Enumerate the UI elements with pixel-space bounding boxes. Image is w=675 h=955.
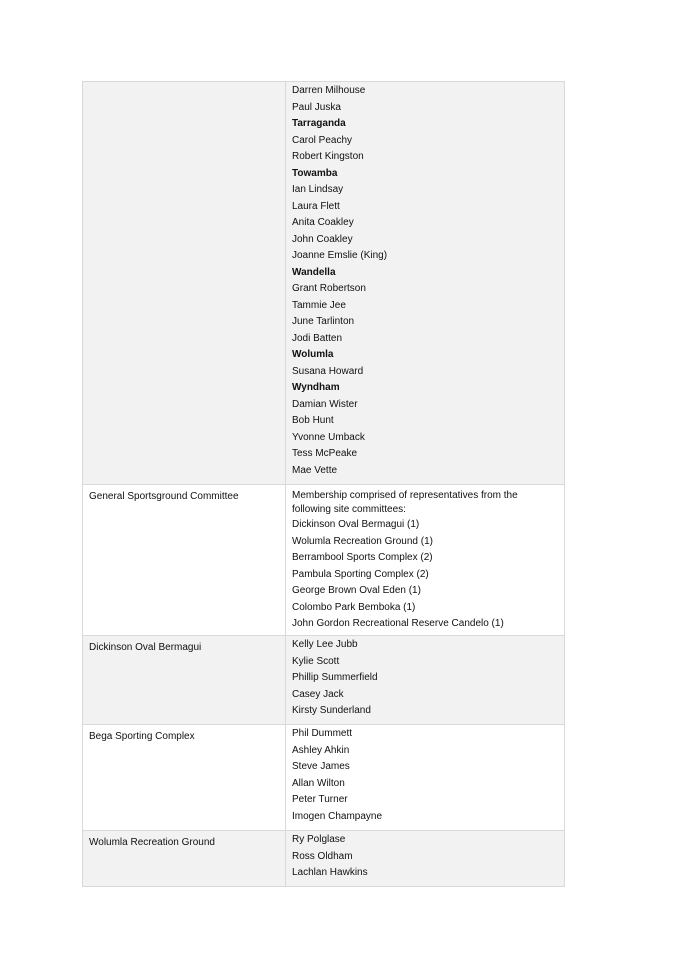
member-name: Ross Oldham: [292, 850, 353, 862]
site-committee-entry: Pambula Sporting Complex (2): [292, 568, 429, 580]
table-row: [83, 636, 565, 725]
member-name: Peter Turner: [292, 794, 348, 805]
member-name: Darren Milhouse: [292, 85, 366, 96]
site-committee-entry: George Brown Oval Eden (1): [292, 585, 421, 596]
member-name: Ashley Ahkin: [292, 744, 350, 756]
member-name: John Coakley: [292, 233, 353, 245]
member-name: Yvonne Umback: [292, 431, 365, 443]
member-name: Ry Polglase: [292, 834, 346, 845]
member-name: Allan Wilton: [292, 777, 345, 789]
member-name: Tammie Jee: [292, 299, 346, 311]
site-committee-entry: Berrambool Sports Complex (2): [292, 552, 433, 563]
locality-heading: Tarraganda: [292, 118, 346, 129]
site-committee-entry: Wolumla Recreation Ground (1): [292, 535, 433, 547]
member-name: Steve James: [292, 761, 350, 772]
member-name: Mae Vette: [292, 464, 338, 476]
member-name: Jodi Batten: [292, 332, 343, 344]
members-cell: [286, 82, 565, 485]
member-name: Laura Flett: [292, 200, 340, 212]
member-name: Anita Coakley: [292, 217, 354, 228]
committee-name-cell: [83, 82, 286, 485]
member-name: Joanne Emslie (King): [292, 250, 388, 261]
table-row: [83, 831, 565, 887]
table-row: [83, 82, 565, 485]
committee-name-cell: General Sportsground Committee: [83, 485, 286, 636]
members-cell: [286, 831, 565, 887]
locality-heading: Wolumla: [292, 349, 334, 360]
member-name: Damian Wister: [292, 398, 358, 410]
members-cell: [286, 485, 565, 636]
member-name: Kirsty Sunderland: [292, 705, 371, 716]
table-body: [83, 82, 565, 887]
member-name: June Tarlinton: [292, 316, 355, 327]
committee-members-table: [82, 81, 565, 887]
member-name: Kelly Lee Jubb: [292, 639, 358, 650]
member-name: Phillip Summerfield: [292, 672, 378, 683]
member-name: Susana Howard: [292, 365, 364, 377]
member-name: Kylie Scott: [292, 655, 340, 667]
members-cell: [286, 725, 565, 831]
committee-name-cell: Dickinson Oval Bermagui: [83, 636, 286, 725]
member-name: Imogen Champayne: [292, 810, 383, 822]
member-name: Grant Robertson: [292, 283, 366, 294]
member-name: Carol Peachy: [292, 134, 353, 146]
membership-description: Membership comprised of representatives from the following site committees:: [292, 490, 518, 515]
locality-heading: Towamba: [292, 167, 338, 179]
member-name: Paul Juska: [292, 101, 341, 113]
locality-heading: Wandella: [292, 266, 336, 278]
member-name: Phil Dummett: [292, 728, 353, 739]
committee-name-cell: Bega Sporting Complex: [83, 725, 286, 831]
table-row: [83, 485, 565, 636]
member-name: Tess McPeake: [292, 448, 358, 459]
site-committee-entry: Colombo Park Bemboka (1): [292, 601, 416, 613]
member-name: Lachlan Hawkins: [292, 867, 368, 878]
members-cell: [286, 636, 565, 725]
site-committee-entry: Dickinson Oval Bermagui (1): [292, 519, 420, 530]
table-row: [83, 725, 565, 831]
site-committee-entry: John Gordon Recreational Reserve Candelo (1): [292, 618, 504, 629]
locality-heading: Wyndham: [292, 382, 340, 393]
member-name: Casey Jack: [292, 688, 344, 700]
member-name: Robert Kingston: [292, 151, 364, 162]
member-name: Bob Hunt: [292, 415, 334, 426]
member-name: Ian Lindsay: [292, 184, 344, 195]
committee-name-cell: Wolumla Recreation Ground: [83, 831, 286, 887]
